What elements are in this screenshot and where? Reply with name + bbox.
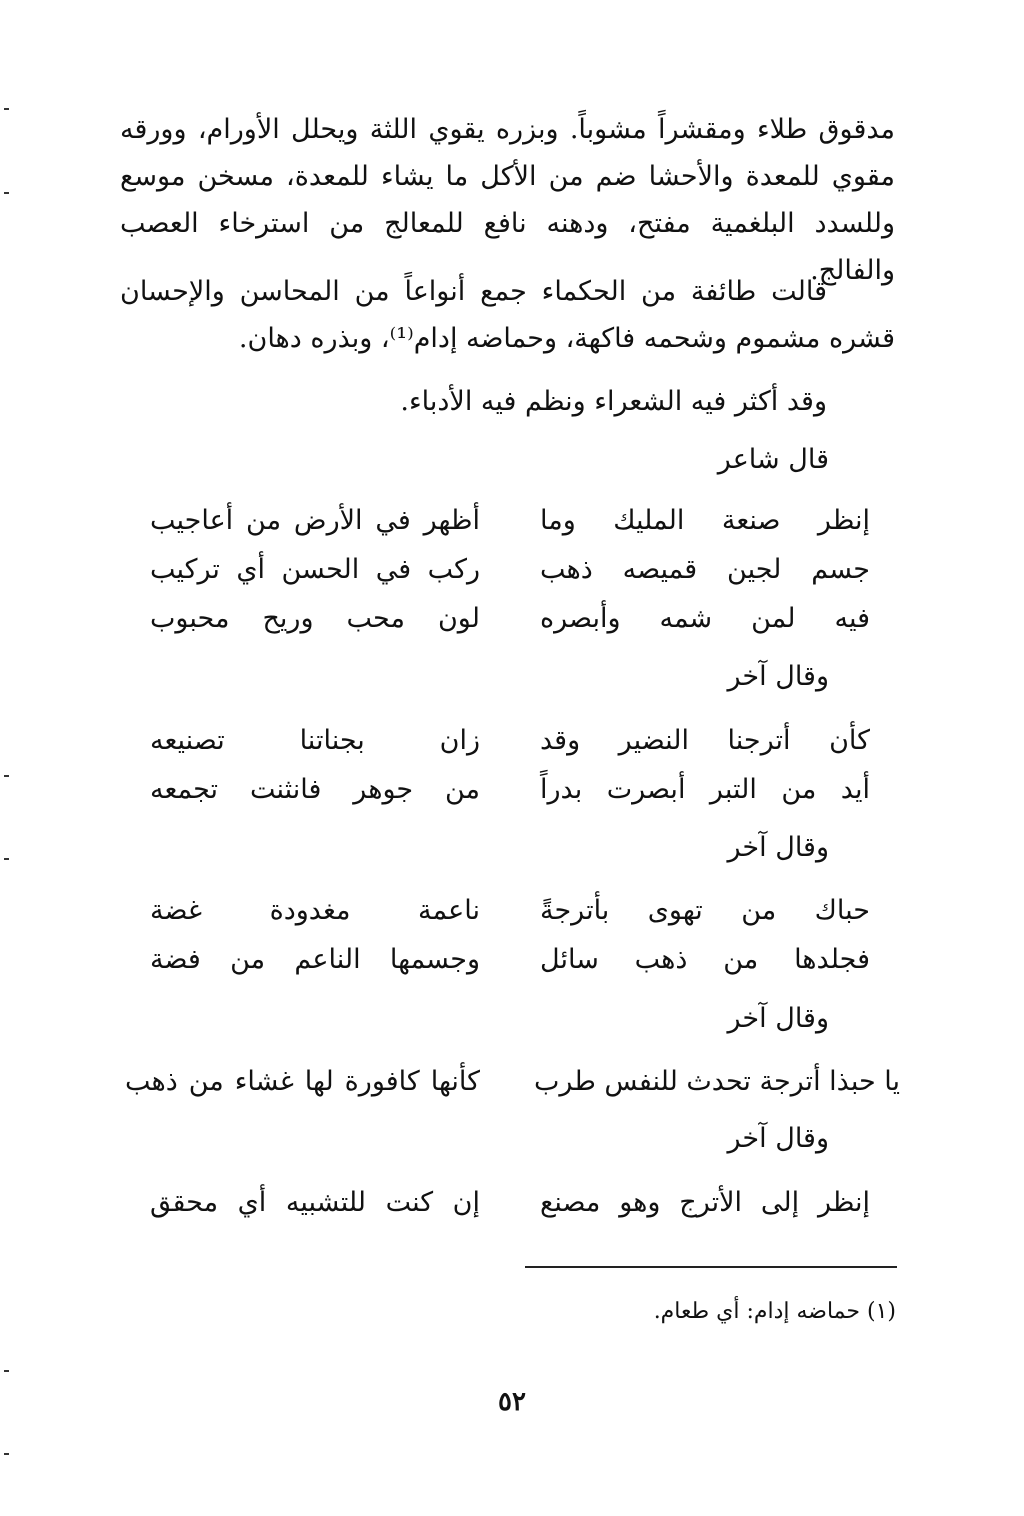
paragraph: وقد أكثر فيه الشعراء ونظم فيه الأدباء.: [400, 386, 827, 417]
poem-label: وقال آخر: [727, 1003, 829, 1034]
verse-line: [120, 717, 900, 765]
verse-first-hemistich: فيه لمن شمه وأبصره: [540, 603, 870, 634]
verse-second-hemistich: أظهر في الأرض من أعاجيب: [150, 505, 480, 536]
verse-second-hemistich: من جوهر فانثنت تجمعه: [150, 774, 480, 805]
verse-line: [120, 887, 900, 935]
verse-first-hemistich: حباك من تهوى بأترجةً: [540, 895, 870, 926]
verse-line: [120, 497, 900, 545]
footnote-divider: [525, 1266, 897, 1268]
verse-line: [120, 595, 900, 643]
poem-label: وقال آخر: [727, 661, 829, 692]
poem-label: وقال آخر: [727, 832, 829, 863]
scan-edge-mark: [4, 108, 9, 110]
page-number: ٥٢: [498, 1387, 526, 1417]
verse-second-hemistich: ركب في الحسن أي تركيب: [150, 554, 480, 585]
verse-second-hemistich: وجسمها الناعم من فضة: [150, 944, 480, 975]
poem-label: وقال آخر: [727, 1123, 829, 1154]
scan-edge-mark: [4, 1453, 9, 1455]
verse-first-hemistich: كأن أترجنا النضير وقد: [540, 725, 870, 756]
verse-second-hemistich: إن كنت للتشبيه أي محقق: [150, 1187, 480, 1218]
scan-edge-mark: [4, 1370, 9, 1372]
verse-first-hemistich: إنظر إلى الأترج وهو مصنع: [540, 1187, 870, 1218]
verse-line: [120, 1058, 900, 1106]
verse-second-hemistich: زان بجناتنا تصنيعه: [150, 725, 480, 756]
verse-second-hemistich: لون محب وريح محبوب: [150, 603, 480, 634]
verse-line: [120, 1179, 900, 1227]
verse-line: [120, 766, 900, 814]
verse-first-hemistich: يا حبذا أترجة تحدث للنفس طرب: [534, 1066, 900, 1097]
scan-edge-mark: [4, 858, 9, 860]
paragraph: قالت طائفة من الحكماء جمع أنواعاً من المحاسن والإحسان قشره مشموم وشحمه فاكهة، وحماضه إدام⁽¹⁾، وبذره دهان.: [120, 276, 895, 354]
verse-second-hemistich: كأنها كافورة لها غشاء من ذهب: [125, 1066, 480, 1097]
scan-edge-mark: [4, 775, 9, 777]
footnote: (١) حماضه إدام: أي طعام.: [653, 1299, 896, 1324]
paragraph: مدقوق طلاء ومقشراً مشوباً. وبزره يقوي اللثة ويحلل الأورام، وورقه مقوي للمعدة والأحشا ضم من الأكل ما يشاء للمعدة، مسخن موسع وللسدد البلغمية مفتح، ودهنه نافع للمعالج من استرخاء العصب والفالج.: [120, 114, 895, 286]
verse-first-hemistich: جسم لجين قميصه ذهب: [540, 554, 870, 585]
verse-line: [120, 546, 900, 594]
verse-first-hemistich: إنظر صنعة المليك وما: [540, 505, 870, 536]
scan-edge-mark: [4, 192, 9, 194]
verse-line: [120, 936, 900, 984]
poem-label: قال شاعر: [717, 444, 829, 475]
verse-first-hemistich: أيد من التبر أبصرت بدراً: [540, 774, 870, 805]
verse-first-hemistich: فجلدها من ذهب سائل: [540, 944, 870, 975]
verse-second-hemistich: ناعمة مغدودة غضة: [150, 895, 480, 926]
